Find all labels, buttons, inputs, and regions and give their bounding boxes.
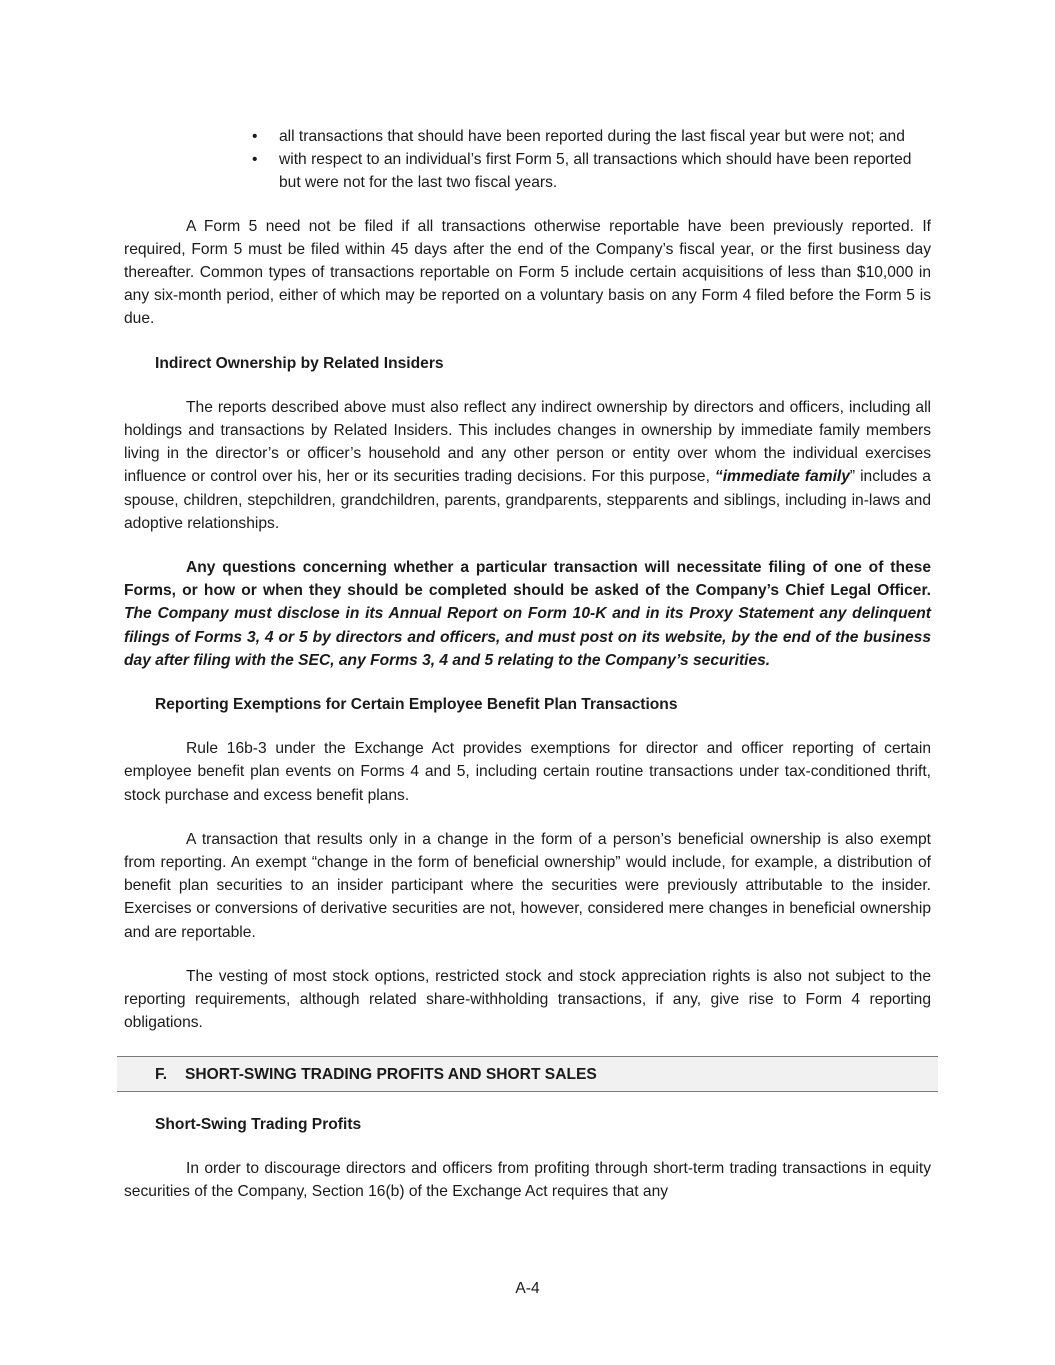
heading-short-swing: Short-Swing Trading Profits [155, 1115, 362, 1133]
bold-italic-text: The Company must disclose in its Annual Report on Form 10-K and in its Proxy Statement any delinquent filings of Forms 3, 4 or 5 by directors and officers, and must post on its website, by the end of the business day after filing with the SEC, any Forms 3, 4 and 5 relating to the Company’s securities. [124, 605, 931, 669]
bullet-item: • with respect to an individual’s first Form 5, all transactions which should have been reported but were not for the last two fiscal years. [124, 148, 931, 194]
paragraph-questions [124, 556, 931, 672]
paragraph-text: ” includes a spouse, children, stepchildren, grandchildren, parents, grandparents, stepparents and siblings, including in-laws and adoptive relationships. [124, 468, 931, 532]
paragraph-rule-16b3: Rule 16b-3 under the Exchange Act provides exemptions for director and officer reporting of certain employee benefit plan events on Forms 4 and 5, including certain routine transactions under tax-conditioned thrift, stock purchase and excess benefit plans. [124, 740, 931, 804]
bullet-list [124, 125, 931, 195]
page-number: A-4 [515, 1280, 540, 1297]
section-heading-bar [117, 1056, 938, 1092]
paragraph-short-swing: In order to discourage directors and officers from profiting through short-term trading transactions in equity securities of the Company, Section 16(b) of the Exchange Act requires that any [124, 1159, 931, 1200]
paragraph-indirect-ownership [124, 396, 931, 535]
paragraph-text: The reports described above must also reflect any indirect ownership by directors and officers, including all holdings and transactions by Related Insiders. This includes changes in ownership by immediate family members living in the director’s or officer’s household and any other person or entity over whom the individual exercises influence or control over his, her or its securities trading decisions. For this purpose, [124, 398, 931, 486]
paragraph-change-in-form: A transaction that results only in a change in the form of a person’s beneficial ownership is also exempt from reporting. An exempt “change in the form of beneficial ownership” would include, for example, a distribution of benefit plan securities to an insider participant where the securities were previously attributable to the insider. Exercises or conversions of derivative securities are not, however, considered mere changes in beneficial ownership and are reportable. [124, 830, 931, 941]
bold-text: Any questions concerning whether a particular transaction will necessitate filing of one of these Forms, or how or when they should be completed should be asked of the Company’s Chief Legal Officer. [124, 559, 931, 600]
heading-reporting-exemptions: Reporting Exemptions for Certain Employee Benefit Plan Transactions [155, 696, 678, 714]
page-content [124, 125, 931, 1203]
paragraph-form5: A Form 5 need not be filed if all transactions otherwise reportable have been previously reported. If required, Form 5 must be filed within 45 days after the end of the Company’s fiscal year, or the first business day thereafter. Common types of transactions reportable on Form 5 include certain acquisitions of less than $10,000 in any six-month period, either of which may be reported on a voluntary basis on any Form 4 filed before the Form 5 is due. [124, 217, 931, 328]
section-letter: F. [155, 1065, 168, 1083]
section-title: SHORT-SWING TRADING PROFITS AND SHORT SALES [185, 1065, 597, 1083]
paragraph-vesting: The vesting of most stock options, restricted stock and stock appreciation rights is also not subject to the reporting requirements, although related share-withholding transactions, if any, give rise to Form 4 reporting obligations. [124, 967, 931, 1032]
defined-term-immediate-family: “immediate family [714, 468, 850, 486]
bullet-item: • all transactions that should have been reported during the last fiscal year but were not; and [124, 125, 931, 148]
heading-indirect-ownership: Indirect Ownership by Related Insiders [155, 354, 444, 372]
